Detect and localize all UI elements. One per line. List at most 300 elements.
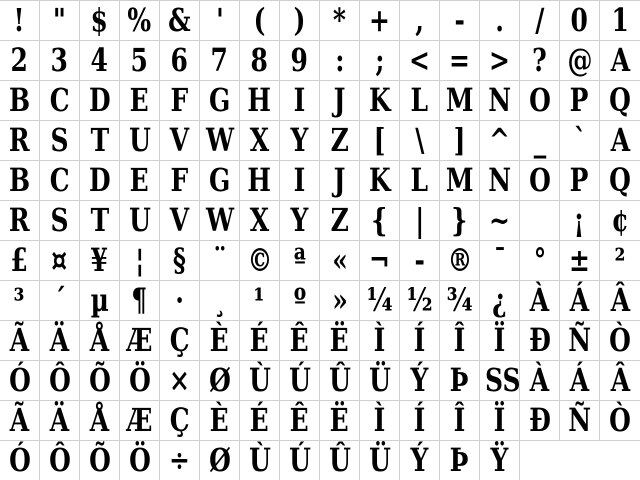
glyph-cell[interactable] — [80, 361, 120, 400]
glyph-cell[interactable] — [80, 401, 120, 440]
glyph: Á — [569, 281, 590, 319]
glyph-cell[interactable] — [600, 81, 640, 120]
glyph-cell[interactable] — [560, 121, 600, 160]
glyph-cell[interactable] — [240, 441, 280, 480]
glyph: T — [90, 121, 109, 159]
glyph-cell[interactable] — [160, 401, 200, 440]
glyph-cell[interactable] — [440, 241, 480, 280]
glyph-row — [0, 40, 640, 80]
glyph: Â — [610, 281, 630, 319]
glyph: . — [495, 1, 504, 39]
glyph: £ — [10, 241, 29, 279]
glyph: Z — [330, 121, 349, 159]
glyph: I — [293, 81, 306, 119]
glyph-cell[interactable] — [440, 361, 480, 400]
glyph-cell[interactable] — [0, 41, 40, 80]
glyph-cell[interactable] — [480, 1, 520, 40]
glyph: C — [49, 81, 70, 119]
glyph: S — [50, 121, 69, 159]
glyph: B — [8, 161, 31, 199]
glyph-cell[interactable] — [600, 241, 640, 280]
glyph-cell[interactable] — [80, 241, 120, 280]
glyph: ª — [293, 241, 306, 279]
glyph-cell[interactable] — [320, 321, 360, 360]
glyph: Ï — [493, 401, 506, 439]
glyph-cell[interactable] — [480, 441, 520, 480]
glyph-cell[interactable] — [280, 161, 320, 200]
glyph-cell[interactable] — [480, 201, 520, 240]
glyph-cell[interactable] — [520, 121, 560, 160]
glyph-cell[interactable] — [40, 281, 80, 320]
glyph: Í — [413, 401, 426, 439]
glyph-cell[interactable] — [80, 441, 120, 480]
glyph-cell[interactable] — [360, 161, 400, 200]
glyph-cell[interactable] — [440, 201, 480, 240]
glyph: } — [451, 201, 468, 239]
glyph: Ú — [288, 361, 311, 399]
glyph: ³ — [14, 281, 25, 319]
glyph-cell[interactable] — [600, 321, 640, 360]
glyph-cell[interactable] — [480, 161, 520, 200]
glyph-cell[interactable] — [600, 1, 640, 40]
glyph: G — [208, 81, 231, 119]
glyph-cell[interactable] — [240, 81, 280, 120]
glyph: % — [127, 1, 152, 39]
glyph: Ä — [49, 401, 70, 439]
glyph: 7 — [210, 41, 229, 79]
glyph-cell[interactable] — [400, 1, 440, 40]
glyph-cell[interactable] — [440, 321, 480, 360]
glyph: § — [172, 241, 187, 279]
glyph-cell[interactable] — [120, 81, 160, 120]
glyph: ¡ — [574, 201, 585, 239]
glyph-cell[interactable] — [0, 1, 40, 40]
glyph-cell[interactable] — [200, 281, 240, 320]
glyph-cell[interactable] — [280, 241, 320, 280]
glyph-cell[interactable] — [520, 1, 560, 40]
glyph-row — [0, 360, 640, 400]
glyph-cell[interactable] — [520, 81, 560, 120]
glyph: V — [169, 121, 190, 159]
glyph: & — [168, 1, 191, 39]
glyph: Ø — [208, 441, 231, 479]
glyph-cell[interactable] — [40, 41, 80, 80]
glyph: Y — [290, 201, 309, 239]
glyph: Å — [89, 401, 110, 439]
glyph: O — [528, 81, 551, 119]
glyph-cell[interactable] — [560, 41, 600, 80]
glyph: Í — [413, 321, 426, 359]
glyph-cell[interactable] — [320, 241, 360, 280]
glyph-cell[interactable] — [80, 281, 120, 320]
glyph: W — [205, 201, 234, 239]
glyph-cell[interactable] — [440, 81, 480, 120]
glyph: Ê — [289, 321, 310, 359]
glyph-cell[interactable] — [480, 241, 520, 280]
glyph-cell[interactable] — [360, 441, 400, 480]
glyph-cell[interactable] — [280, 1, 320, 40]
glyph-cell[interactable] — [0, 281, 40, 320]
glyph-cell[interactable] — [360, 401, 400, 440]
glyph-cell[interactable] — [40, 121, 80, 160]
glyph-cell[interactable] — [360, 361, 400, 400]
glyph-cell[interactable] — [200, 241, 240, 280]
glyph-cell[interactable] — [240, 401, 280, 440]
glyph: ! — [14, 1, 25, 39]
glyph-cell[interactable] — [40, 161, 80, 200]
glyph: ¶ — [131, 281, 148, 319]
glyph-cell[interactable] — [200, 121, 240, 160]
glyph-cell[interactable] — [160, 321, 200, 360]
glyph-cell[interactable] — [600, 401, 640, 440]
glyph-cell[interactable] — [40, 361, 80, 400]
glyph-cell[interactable] — [280, 81, 320, 120]
glyph-cell[interactable] — [280, 41, 320, 80]
glyph-cell[interactable] — [80, 41, 120, 80]
glyph-cell[interactable] — [360, 81, 400, 120]
glyph-cell[interactable] — [80, 1, 120, 40]
glyph: L — [410, 161, 429, 199]
glyph-cell[interactable] — [320, 1, 360, 40]
glyph: Ò — [609, 401, 631, 439]
glyph-cell[interactable] — [160, 161, 200, 200]
glyph: - — [414, 241, 425, 279]
glyph-cell[interactable] — [360, 1, 400, 40]
glyph: * — [332, 1, 347, 39]
glyph-cell[interactable] — [120, 401, 160, 440]
glyph-cell[interactable] — [240, 41, 280, 80]
glyph-cell[interactable] — [0, 201, 40, 240]
glyph-cell[interactable] — [360, 41, 400, 80]
glyph: N — [488, 81, 511, 119]
glyph: Ó — [8, 361, 31, 399]
glyph-cell[interactable] — [40, 241, 80, 280]
glyph: O — [528, 161, 551, 199]
glyph: ² — [614, 241, 626, 279]
glyph-cell[interactable] — [400, 361, 440, 400]
glyph-cell[interactable] — [160, 361, 200, 400]
glyph-cell[interactable] — [480, 81, 520, 120]
glyph-cell[interactable] — [160, 41, 200, 80]
glyph: I — [293, 161, 306, 199]
glyph: " — [52, 1, 66, 39]
glyph-cell[interactable] — [520, 401, 560, 440]
glyph-cell[interactable] — [400, 241, 440, 280]
glyph: Z — [330, 201, 349, 239]
glyph: ¢ — [611, 201, 629, 239]
glyph-cell[interactable] — [520, 41, 560, 80]
glyph: Á — [569, 361, 590, 399]
glyph: Î — [453, 401, 466, 439]
glyph-cell[interactable] — [400, 281, 440, 320]
glyph-cell[interactable] — [560, 201, 600, 240]
glyph: ¯ — [493, 241, 506, 279]
glyph-cell[interactable] — [360, 121, 400, 160]
glyph-cell[interactable] — [320, 161, 360, 200]
glyph-cell[interactable] — [320, 121, 360, 160]
glyph: E — [129, 161, 150, 199]
glyph-cell[interactable] — [120, 41, 160, 80]
glyph-cell[interactable] — [120, 321, 160, 360]
glyph: Ø — [208, 361, 231, 399]
glyph-row — [0, 200, 640, 240]
glyph: P — [570, 81, 589, 119]
glyph-cell[interactable] — [80, 321, 120, 360]
glyph-cell[interactable] — [120, 241, 160, 280]
glyph-cell[interactable] — [40, 201, 80, 240]
glyph: _ — [533, 121, 546, 159]
glyph: H — [247, 161, 272, 199]
glyph: = — [449, 41, 470, 79]
glyph-cell[interactable] — [0, 81, 40, 120]
glyph: ; — [374, 41, 385, 79]
glyph-cell[interactable] — [200, 201, 240, 240]
glyph: G — [208, 161, 231, 199]
glyph-cell[interactable] — [400, 81, 440, 120]
glyph: Ñ — [568, 401, 591, 439]
glyph-cell[interactable] — [400, 161, 440, 200]
glyph-cell[interactable] — [440, 281, 480, 320]
glyph: P — [570, 161, 589, 199]
glyph-cell[interactable] — [520, 361, 560, 400]
glyph-cell[interactable] — [40, 81, 80, 120]
glyph-cell[interactable] — [440, 401, 480, 440]
glyph-cell[interactable] — [520, 281, 560, 320]
glyph: Ã — [9, 401, 30, 439]
glyph-cell[interactable] — [560, 81, 600, 120]
glyph: Ë — [329, 401, 350, 439]
glyph-row — [0, 160, 640, 200]
glyph-cell[interactable] — [360, 281, 400, 320]
glyph-cell[interactable] — [440, 121, 480, 160]
glyph-cell[interactable] — [440, 1, 480, 40]
glyph-cell[interactable] — [200, 81, 240, 120]
glyph-cell[interactable] — [0, 121, 40, 160]
glyph: ° — [533, 241, 546, 279]
glyph-cell[interactable] — [200, 161, 240, 200]
glyph-cell[interactable] — [400, 441, 440, 480]
glyph: 0 — [570, 1, 589, 39]
glyph-cell[interactable] — [240, 1, 280, 40]
glyph-cell[interactable] — [0, 161, 40, 200]
glyph-cell[interactable] — [200, 1, 240, 40]
glyph: « — [331, 241, 348, 279]
glyph: © — [247, 241, 272, 279]
glyph: M — [445, 161, 474, 199]
glyph-cell[interactable] — [240, 201, 280, 240]
glyph-cell[interactable] — [240, 361, 280, 400]
glyph: Â — [610, 361, 630, 399]
glyph-cell[interactable] — [600, 41, 640, 80]
glyph-cell[interactable] — [520, 241, 560, 280]
glyph: 6 — [170, 41, 189, 79]
glyph: H — [247, 81, 272, 119]
glyph-cell[interactable] — [160, 201, 200, 240]
glyph-cell[interactable] — [280, 121, 320, 160]
glyph-cell[interactable] — [200, 361, 240, 400]
glyph-cell[interactable] — [440, 441, 480, 480]
glyph-cell[interactable] — [80, 81, 120, 120]
glyph-cell[interactable] — [160, 281, 200, 320]
glyph-cell[interactable] — [600, 361, 640, 400]
glyph-cell[interactable] — [440, 41, 480, 80]
glyph-cell[interactable] — [480, 41, 520, 80]
glyph-cell[interactable] — [600, 121, 640, 160]
glyph-cell[interactable] — [600, 161, 640, 200]
glyph-cell[interactable] — [280, 361, 320, 400]
glyph: ) — [293, 1, 306, 39]
glyph: X — [249, 201, 270, 239]
glyph-cell[interactable] — [240, 321, 280, 360]
glyph-cell[interactable] — [40, 401, 80, 440]
glyph-cell[interactable] — [240, 161, 280, 200]
glyph: Ö — [128, 361, 151, 399]
glyph-cell[interactable] — [120, 201, 160, 240]
glyph-cell[interactable] — [560, 241, 600, 280]
glyph: Õ — [88, 361, 111, 399]
glyph: T — [90, 201, 109, 239]
glyph-cell[interactable] — [80, 161, 120, 200]
glyph: µ — [90, 281, 109, 319]
glyph-cell[interactable] — [0, 401, 40, 440]
glyph-cell[interactable] — [320, 201, 360, 240]
glyph-cell[interactable] — [400, 201, 440, 240]
glyph: @ — [567, 41, 592, 79]
glyph: Ö — [128, 441, 151, 479]
glyph-cell[interactable] — [240, 121, 280, 160]
glyph-cell[interactable] — [480, 321, 520, 360]
glyph: C — [49, 161, 70, 199]
glyph-cell[interactable] — [600, 201, 640, 240]
glyph-cell[interactable] — [400, 41, 440, 80]
glyph: × — [169, 361, 190, 399]
glyph-cell[interactable] — [40, 441, 80, 480]
glyph: Ù — [248, 441, 271, 479]
glyph-cell[interactable] — [480, 361, 520, 400]
glyph-cell[interactable] — [480, 121, 520, 160]
glyph-cell[interactable] — [360, 241, 400, 280]
glyph: U — [128, 121, 151, 159]
glyph-cell[interactable] — [160, 441, 200, 480]
glyph-cell[interactable] — [480, 281, 520, 320]
glyph-cell[interactable] — [560, 281, 600, 320]
glyph-cell[interactable] — [120, 361, 160, 400]
glyph-cell[interactable] — [320, 441, 360, 480]
glyph-cell[interactable] — [80, 121, 120, 160]
glyph-cell[interactable] — [400, 121, 440, 160]
glyph-cell[interactable] — [280, 201, 320, 240]
glyph: V — [169, 201, 190, 239]
glyph-cell[interactable] — [40, 321, 80, 360]
glyph-cell[interactable] — [200, 401, 240, 440]
glyph-cell[interactable] — [0, 361, 40, 400]
glyph: { — [371, 201, 388, 239]
glyph: ® — [447, 241, 472, 279]
glyph-cell[interactable] — [280, 321, 320, 360]
glyph-cell[interactable] — [120, 1, 160, 40]
glyph-cell[interactable] — [280, 401, 320, 440]
glyph-cell[interactable] — [0, 441, 40, 480]
glyph-cell[interactable] — [240, 241, 280, 280]
glyph: 3 — [50, 41, 69, 79]
glyph-cell[interactable] — [160, 1, 200, 40]
glyph-cell[interactable] — [40, 1, 80, 40]
glyph: ± — [569, 241, 590, 279]
glyph-cell[interactable] — [400, 321, 440, 360]
glyph-cell[interactable] — [0, 241, 40, 280]
glyph-cell[interactable] — [520, 321, 560, 360]
glyph: Ó — [8, 441, 31, 479]
glyph-cell[interactable] — [120, 161, 160, 200]
glyph-cell[interactable] — [560, 161, 600, 200]
glyph: 8 — [250, 41, 269, 79]
glyph: Û — [328, 441, 351, 479]
glyph: 2 — [10, 41, 29, 79]
glyph-cell[interactable] — [160, 121, 200, 160]
glyph-cell[interactable] — [120, 441, 160, 480]
glyph-cell[interactable] — [360, 201, 400, 240]
glyph: F — [170, 81, 189, 119]
glyph-row — [0, 440, 640, 480]
glyph: M — [445, 81, 474, 119]
glyph-cell[interactable] — [320, 361, 360, 400]
glyph: L — [410, 81, 429, 119]
glyph: Ã — [9, 321, 30, 359]
glyph-cell[interactable] — [240, 281, 280, 320]
glyph-cell[interactable] — [440, 161, 480, 200]
glyph: Ä — [49, 321, 70, 359]
glyph-cell[interactable] — [280, 441, 320, 480]
glyph: W — [205, 121, 234, 159]
glyph: ^ — [489, 121, 510, 159]
glyph-cell[interactable] — [200, 441, 240, 480]
glyph-cell[interactable] — [560, 361, 600, 400]
glyph: ¹ — [254, 281, 265, 319]
glyph-cell[interactable] — [80, 201, 120, 240]
glyph-cell[interactable] — [320, 81, 360, 120]
glyph-cell[interactable] — [320, 401, 360, 440]
glyph-cell[interactable] — [560, 401, 600, 440]
glyph-cell[interactable] — [160, 241, 200, 280]
glyph-cell[interactable] — [320, 41, 360, 80]
glyph: Q — [609, 161, 631, 199]
glyph-cell[interactable] — [520, 161, 560, 200]
glyph-cell[interactable] — [400, 401, 440, 440]
glyph-cell[interactable] — [120, 281, 160, 320]
glyph: | — [414, 201, 425, 239]
glyph-cell[interactable] — [280, 281, 320, 320]
glyph: / — [534, 1, 545, 39]
glyph-cell[interactable] — [320, 281, 360, 320]
glyph-cell[interactable] — [560, 321, 600, 360]
glyph-row — [0, 400, 640, 440]
glyph-cell[interactable] — [600, 281, 640, 320]
glyph: - — [454, 1, 465, 39]
glyph-cell[interactable] — [480, 401, 520, 440]
glyph-cell[interactable] — [360, 321, 400, 360]
glyph-cell[interactable] — [120, 121, 160, 160]
glyph-cell[interactable] — [520, 201, 560, 240]
glyph-cell[interactable] — [160, 81, 200, 120]
glyph-cell[interactable] — [200, 41, 240, 80]
glyph: E — [129, 81, 150, 119]
glyph: D — [88, 81, 111, 119]
glyph-cell[interactable] — [0, 321, 40, 360]
glyph-cell[interactable] — [560, 1, 600, 40]
glyph: SS — [485, 361, 521, 399]
glyph-cell[interactable] — [200, 321, 240, 360]
glyph: \ — [414, 121, 425, 159]
